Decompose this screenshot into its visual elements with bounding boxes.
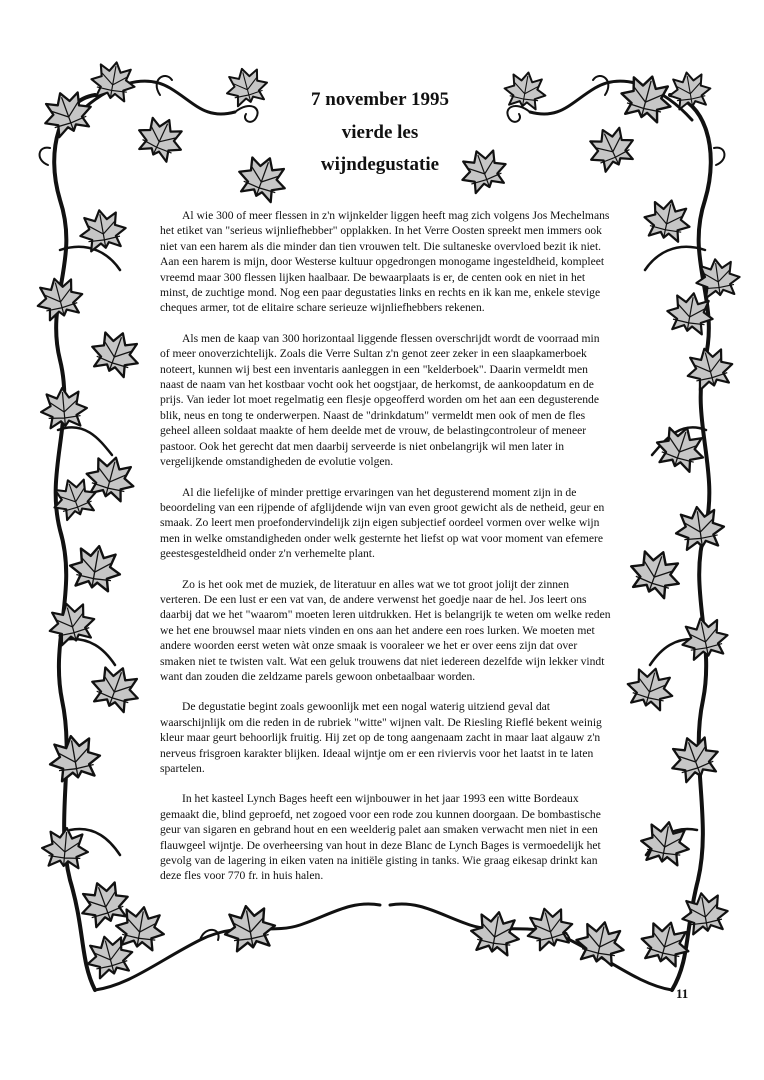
ivy-leaf-icon <box>625 544 687 602</box>
ivy-leaf-icon <box>666 69 713 111</box>
ivy-leaf-icon <box>86 325 145 380</box>
ivy-leaf-icon <box>89 59 138 103</box>
ivy-leaf-icon <box>67 542 124 593</box>
paragraph: Zo is het ook met de muziek, de literatuur en alles wat we tot groot jolijt der zinnen verteren. De een lust er een vat van, de andere verwenst het goedje naar de hel. Jos leert ons daarbij dat we het "waarom" moeten leren uitdrukken. Het is belangrijk te weten om welke reden we het ene brouwsel maar niets vinden en ons aan het andere een roes lurken. We moeten met andere woorden eerst weten wàt onze smaak is vooraleer we het er over eens zijn dat over smaken niet te twisten valt. Wat een geluk trouwens dat niet iedereen dezelfde wijn lekker vindt want dan zouden die zeldzame parels gewoon onbetaalbaar worden. <box>160 577 611 683</box>
ivy-leaf-icon <box>638 818 693 867</box>
ivy-leaf-icon <box>32 273 87 323</box>
ivy-leaf-icon <box>39 386 88 429</box>
paragraph: De degustatie begint zoals gewoonlijk met een nogal waterig uitziend geval dat waarschijnlijk om die reden in de rubriek "witte" wijnen valt. De Riesling Rieflé bekent weinig kleur maar geurt behoorlijk fruitig. Hij zet op de tong aangenaam zacht in maar laat algauw z'n nerveus frisgroen karakter blijken. Ideaal wijntje om er een riviervis voor het laatst in te laten spartelen. <box>160 700 602 775</box>
page-number: 11 <box>676 986 689 1001</box>
paragraph: Als men de kaap van 300 horizontaal liggende flessen overschrijdt wordt de voorraad min of meer onoverzichtelijk. Zoals die Verre Sultan z'n genot zeer zeker in een slaapkamerboek noteert, kunnen wij best een inventaris aanleggen in een "kelderboek". Daarin vermeldt men naast de naam van het kostbaar vocht ook het oogstjaar, de herkomst, de aankoopdatum en de prijs. Van ieder lot moet regelmatig een flesje opgeofferd worden om het aan een degusterende blik, neus en tong te onderwerpen. Naast de "drinkdatum" vermeldt men ook of men de fles geheel alleen soldaat maakte of hem deelde met de vrouw, de belastingcontroleur of meneer pastoor. Ook het gerecht dat men daarbij serveerde is niet onbelangrijk wil men later in vergelijkende omstandigheden de evolutie volgen. <box>160 331 600 469</box>
ivy-leaf-icon <box>522 903 577 953</box>
ivy-leaf-icon <box>468 908 523 957</box>
ivy-leaf-icon <box>37 85 96 140</box>
ivy-leaf-icon <box>74 875 133 930</box>
paragraph: Al die liefelijke of minder prettige ervaringen van het degusterend moment zijn in de beoordeling van een rijpende of afglijdende wijn van even groot gewicht als de netheid, geur en smaak. Zo leert men proefondervindelijk zijn eigen subjectief oordeel vormen over welke wijn men in welke omstandigheden onder welk gesternte het liefst op wat voor moment van efemere geestesgesteldheid onder z'n verhemelte plant. <box>160 485 605 561</box>
ivy-leaf-icon <box>132 110 190 165</box>
article-body <box>160 208 612 899</box>
ivy-leaf-icon <box>673 504 727 551</box>
ivy-leaf-icon <box>623 663 678 713</box>
ivy-leaf-icon <box>573 917 629 967</box>
ivy-leaf-icon <box>41 826 90 869</box>
title-date: 7 november 1995 <box>311 89 449 110</box>
ivy-leaf-icon <box>679 889 731 935</box>
ivy-leaf-icon <box>664 730 723 785</box>
ivy-leaf-icon <box>77 206 129 252</box>
ivy-leaf-icon <box>682 343 737 393</box>
ivy-leaf-icon <box>46 732 103 783</box>
ivy-leaf-icon <box>86 660 145 715</box>
ivy-leaf-icon <box>641 196 694 244</box>
title-lesson: vierde les <box>341 122 419 143</box>
ivy-leaf-icon <box>582 120 640 175</box>
paragraph: Al wie 300 of meer flessen in z'n wijnkelder liggen heeft mag zich volgens Jos Mechelmans het etiket van "serieus wijnliefhebber" opplakken. In het Verre Oosten spreekt men immers ook niet van een harem als die minder dan tien vrouwen telt. Die sultaneske overvloed bezit ik niet. Aan een harem is mijn, door Westerse kultuur opgedrongen monogame ingesteldheid, kompleet vreemd maar 300 flessen lijken haalbaar. De bewaarplaats is er, de centen ook en niet in het minst, de zuchtige mond. Nog een paar degustaties links en rechts en ik kan me, enkele stevige cheques armer, tot de elitaire schare serieuze wijnliefhebbers rekenen. <box>160 209 610 315</box>
paragraph: In het kasteel Lynch Bages heeft een wijnbouwer in het jaar 1993 een witte Bordeaux gemaakt die, blind geproefd, net zogoed voor een rode zou kunnen doorgaan. De bombastische geur van sigaren en gebrand hout en een weelderig palet aan smaken verwacht men niet in een flauwgeel wijntje. De overheersing van hout in deze Blanc de Lynch Bages is vermoedelijk het gevolg van de lagering in eiken vaten na initiële gisting in tanks. Wie graag eikesap drinkt kan deze fles voor 770 fr. in huis halen. <box>160 792 601 883</box>
title-subject: wijndegustatie <box>320 154 440 175</box>
ivy-leaf-icon <box>221 902 278 953</box>
